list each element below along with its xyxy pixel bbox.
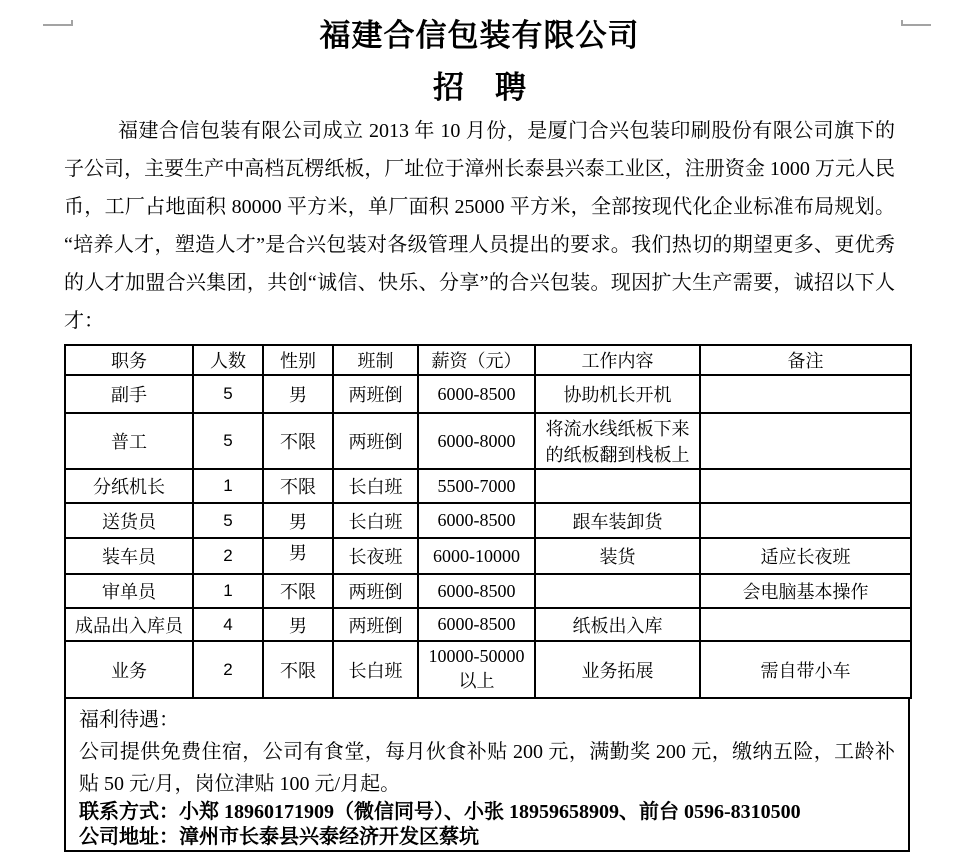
table-cell: 2 (193, 641, 263, 698)
column-header: 人数 (193, 345, 263, 375)
table-cell: 5 (193, 375, 263, 413)
table-row (65, 641, 911, 698)
address-line: 公司地址：漳州市长泰县兴泰经济开发区蔡坑 (79, 826, 479, 848)
table-row (65, 538, 911, 574)
table-row (65, 375, 911, 413)
column-header: 工作内容 (535, 345, 700, 375)
table-cell: 副手 (65, 375, 193, 413)
jobs-table-body (65, 375, 911, 698)
table-cell: 6000-8500 (418, 375, 535, 413)
column-header: 薪资（元） (418, 345, 535, 375)
column-header: 性别 (263, 345, 333, 375)
table-cell (700, 503, 911, 538)
table-cell: 5 (193, 503, 263, 538)
table-cell: 5500-7000 (418, 469, 535, 503)
column-header: 备注 (700, 345, 911, 375)
table-row (65, 503, 911, 538)
table-cell (535, 469, 700, 503)
table-cell: 普工 (65, 413, 193, 469)
table-cell: 装货 (535, 538, 700, 574)
table-cell: 长白班 (333, 469, 418, 503)
table-cell: 不限 (263, 641, 333, 698)
table-cell (700, 375, 911, 413)
table-cell: 不限 (263, 574, 333, 608)
table-cell (535, 574, 700, 608)
table-cell: 需自带小车 (700, 641, 911, 698)
company-title: 福建合信包装有限公司 (319, 18, 640, 53)
table-cell: 纸板出入库 (535, 608, 700, 641)
table-cell: 装车员 (65, 538, 193, 574)
table-cell: 分纸机长 (65, 469, 193, 503)
table-cell: 两班倒 (333, 375, 418, 413)
table-cell: 2 (193, 538, 263, 574)
table-cell: 跟车装卸货 (535, 503, 700, 538)
contact-line: 联系方式：小郑 18960171909（微信同号）、小张 18959658909、前台 0596-8310500 (79, 801, 801, 823)
table-cell: 业务拓展 (535, 641, 700, 698)
table-cell: 成品出入库员 (65, 608, 193, 641)
table-cell: 男 (263, 375, 333, 413)
table-cell: 审单员 (65, 574, 193, 608)
table-cell: 6000-8000 (418, 413, 535, 469)
table-cell: 男 (263, 503, 333, 538)
table-cell: 送货员 (65, 503, 193, 538)
table-cell (700, 608, 911, 641)
table-cell: 两班倒 (333, 608, 418, 641)
table-cell: 男 (263, 608, 333, 641)
table-cell: 6000-10000 (418, 538, 535, 574)
benefits-heading: 福利待遇： (79, 709, 179, 731)
jobs-table-container (64, 344, 910, 699)
table-cell: 男 (263, 538, 333, 574)
table-cell: 1 (193, 574, 263, 608)
table-row (65, 574, 911, 608)
table-cell: 10000-50000 以上 (418, 641, 535, 698)
benefits-text: 公司提供免费住宿，公司有食堂，每月伙食补贴 200 元，满勤奖 200 元，缴纳五险，工龄补贴 50 元/月，岗位津贴 100 元/月起。 (79, 741, 895, 795)
table-cell: 会电脑基本操作 (700, 574, 911, 608)
table-row (65, 413, 911, 469)
table-cell: 协助机长开机 (535, 375, 700, 413)
table-cell: 4 (193, 608, 263, 641)
recruitment-title: 招 聘 (433, 70, 526, 105)
table-cell: 业务 (65, 641, 193, 698)
table-header-row (65, 345, 911, 375)
table-cell: 长白班 (333, 641, 418, 698)
table-cell: 适应长夜班 (700, 538, 911, 574)
table-cell: 5 (193, 413, 263, 469)
table-cell (700, 469, 911, 503)
benefits-section (64, 699, 910, 852)
table-cell: 两班倒 (333, 413, 418, 469)
table-cell: 6000-8500 (418, 503, 535, 538)
table-cell: 不限 (263, 469, 333, 503)
table-row (65, 608, 911, 641)
table-cell: 长白班 (333, 503, 418, 538)
table-cell: 1 (193, 469, 263, 503)
table-cell: 两班倒 (333, 574, 418, 608)
table-row (65, 469, 911, 503)
margin-crop-mark-top-right (901, 20, 931, 26)
table-cell: 6000-8500 (418, 608, 535, 641)
jobs-table (64, 344, 912, 699)
document-page (0, 18, 959, 848)
table-cell: 将流水线纸板下来的纸板翻到栈板上 (535, 413, 700, 469)
table-cell (700, 413, 911, 469)
table-cell: 长夜班 (333, 538, 418, 574)
table-cell: 不限 (263, 413, 333, 469)
intro-paragraph: 福建合信包装有限公司成立 2013 年 10 月份，是厦门合兴包装印刷股份有限公司旗下的子公司，主要生产中高档瓦楞纸板，厂址位于漳州长泰县兴泰工业区，注册资金 1000 万元人民币，工厂占地面积 80000 平方米，单厂面积 25000 平方米，全部按现代化企业标准布局规划。“培养人才，塑造人才”是合兴包装对各级管理人员提出的要求。我们热切的期望更多、更优秀的人才加盟合兴集团，共创“诚信、快乐、分享”的合兴包装。现因扩大生产需要，诚招以下人才： (64, 120, 895, 332)
table-cell: 6000-8500 (418, 574, 535, 608)
margin-crop-mark-top-left (43, 20, 73, 26)
column-header: 职务 (65, 345, 193, 375)
column-header: 班制 (333, 345, 418, 375)
